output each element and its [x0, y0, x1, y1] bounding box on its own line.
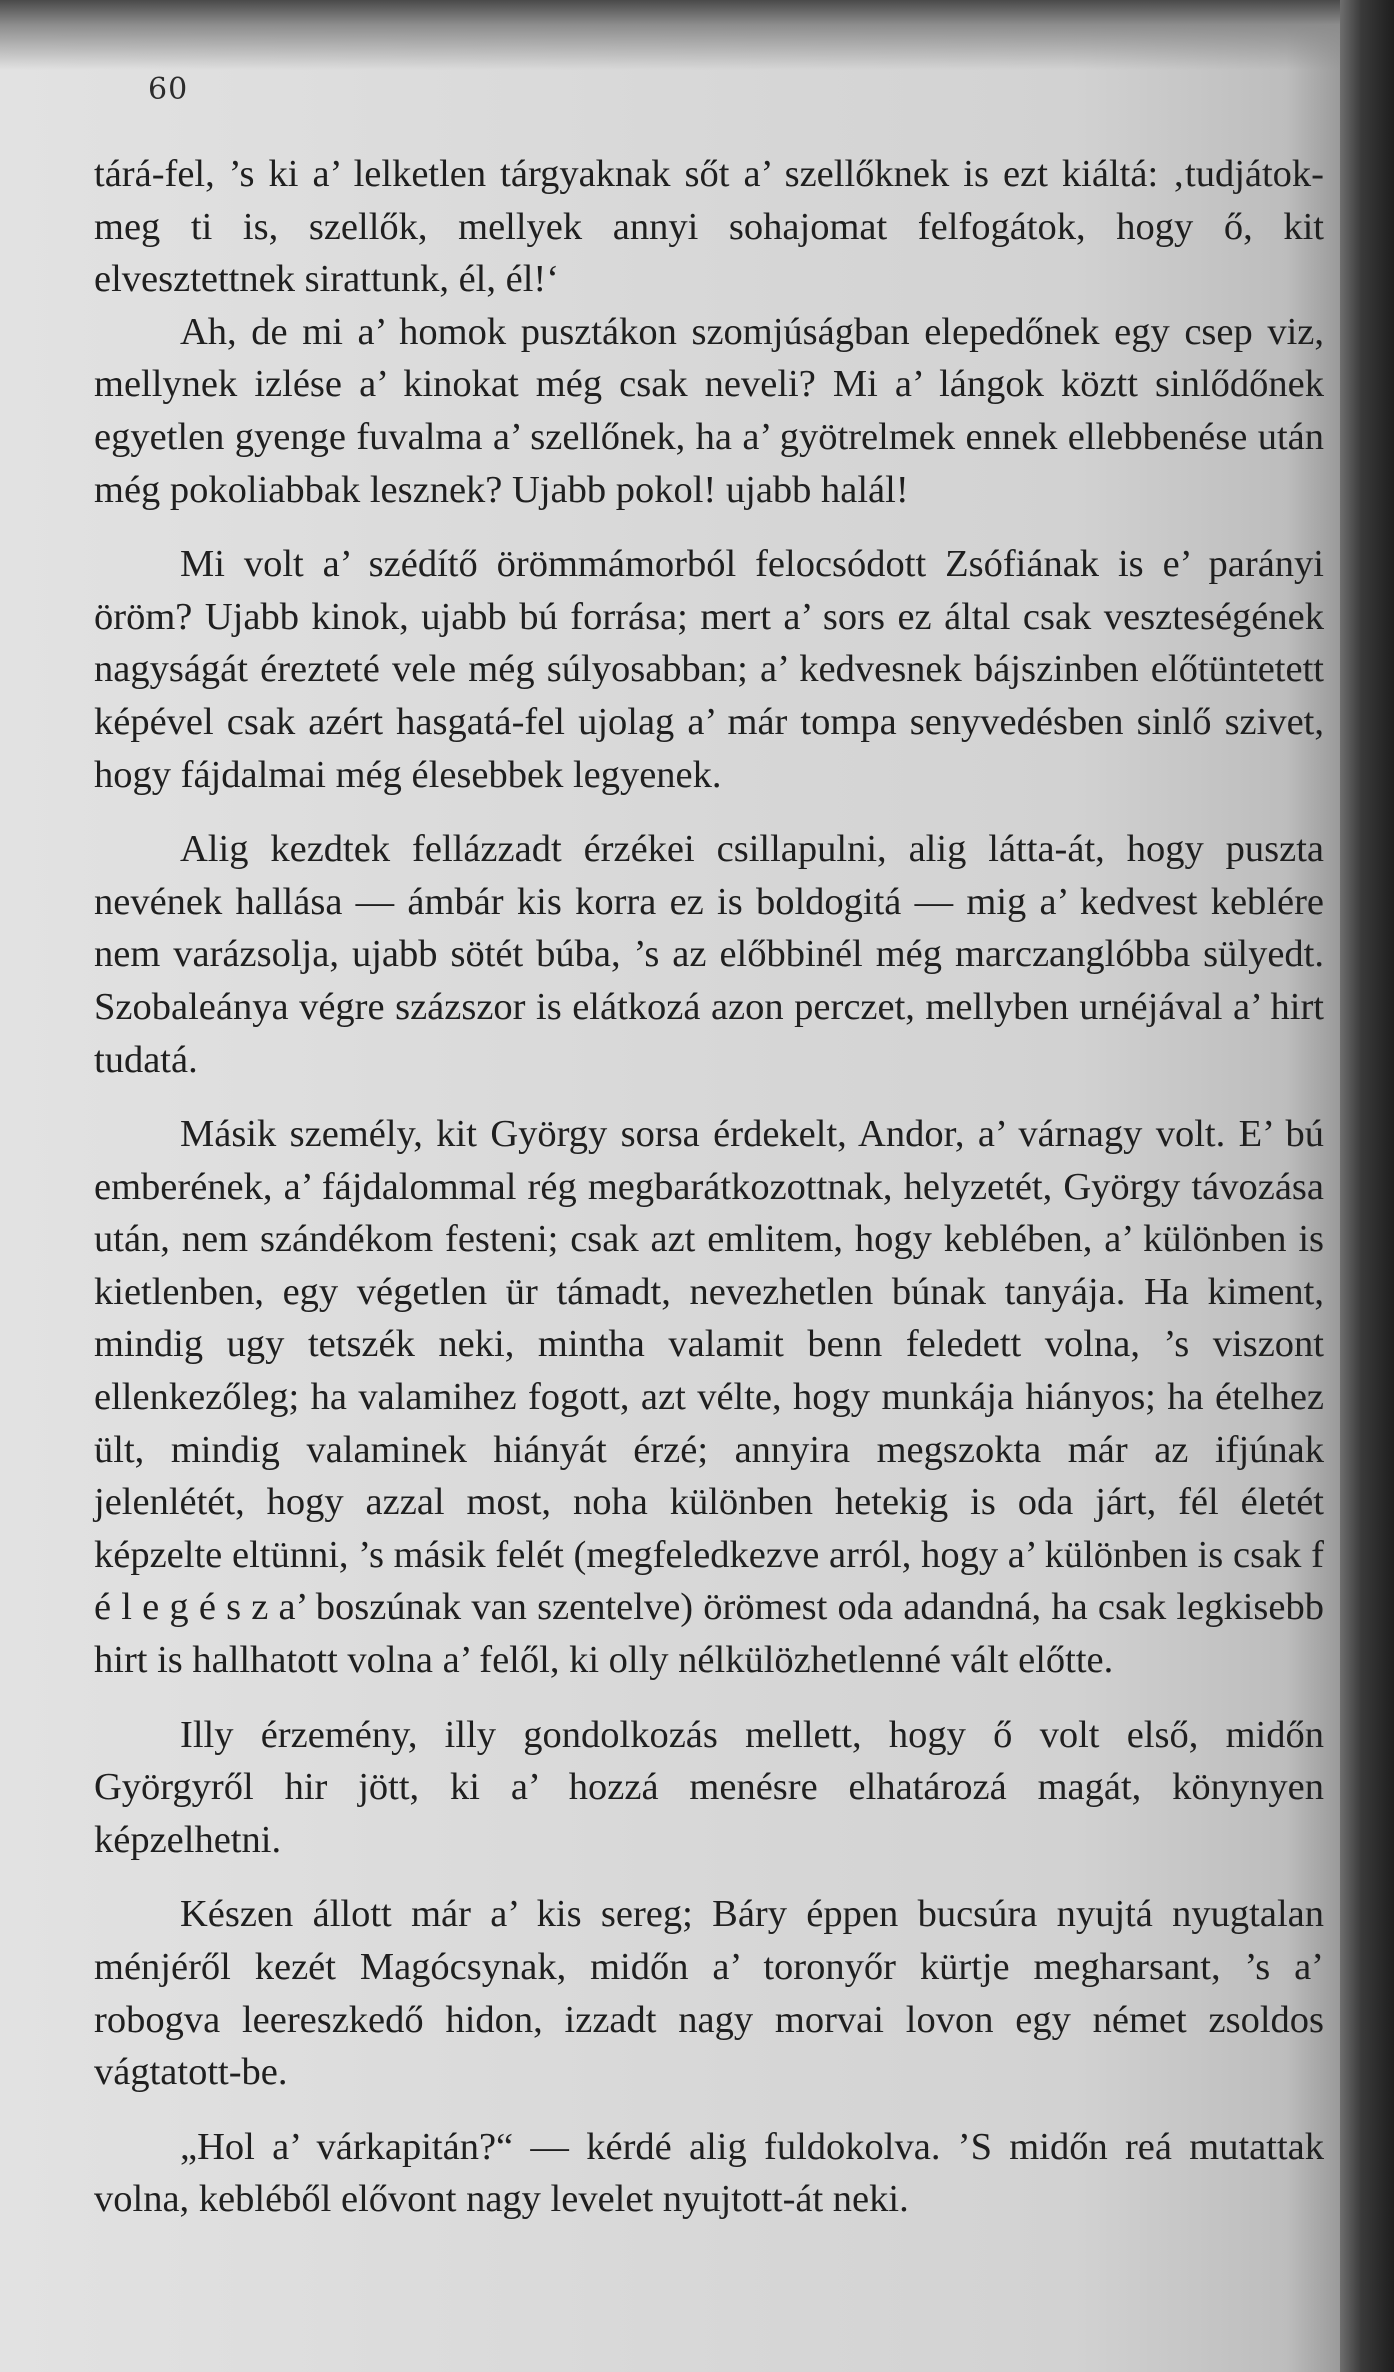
paragraph-7: Készen állott már a’ kis sereg; Báry éppen bucsúra nyujtá nyugtalan ménjéről kezét Magócsynak, midőn a’ toronyőr kürtje megharsant, ’s a’ robogva leereszkedő hidon, izzadt nagy morvai lovon egy német zsoldos vágtatott-be.: [94, 1893, 1324, 2094]
paragraph-6: Illy érzemény, illy gondolkozás mellett, hogy ő volt első, midőn Györgyről hir jött, ki a’ hozzá menésre elhatározá magát, könynyen képzelhetni.: [94, 1713, 1324, 1861]
paragraph-5: Másik személy, kit György sorsa érdekelt, Andor, a’ várnagy volt. E’ bú emberének, a’ fájdalommal rég megbarátkozottnak, helyzetét, György távozása után, nem szándékom festeni; csak azt emlitem, hogy keblében, a’ különben is kietlenben, egy végetlen ür támadt, nevezhetlen búnak tanyája. Ha kiment, mindig ugy tetszék neki, mintha valamit benn feledett volna, ’s viszont ellenkezőleg; ha valamihez fogott, azt vélte, hogy munkája hiányos; ha ételhez ült, mindig valaminek hiányát érzé; annyira megszokta már az ifjúnak jelenlétét, hogy azzal most, noha különben hetekig is oda járt, fél életét képzelte eltünni, ’s másik felét (megfeledkezve arról, hogy a’ különben is csak f é l e g é s z a’ boszúnak van szentelve) örömest oda adandná, ha csak legkisebb hirt is hallhatott volna a’ felől, ki olly nélkülözhetlenné vált előtte.: [94, 1113, 1324, 1682]
book-spine-edge: [1340, 0, 1394, 2372]
paragraph-3: Mi volt a’ szédítő örömmámorból felocsódott Zsófiának is e’ parányi öröm? Ujabb kinok, ujabb bú forrása; mert a’ sors ez által csak veszteségének nagyságát érezteté vele még súlyosabban; a’ kedvesnek bájszinben előtüntetett képével csak azért hasgatá-fel ujolag a’ már tompa senyvedésben sinlő szivet, hogy fájdalmai még élesebbek legyenek.: [94, 543, 1324, 796]
paragraph-2: Ah, de mi a’ homok pusztákon szomjúságban elepedőnek egy csep viz, mellynek izlése a’ kinokat még csak neveli? Mi a’ lángok köztt sinlődőnek egyetlen gyenge fuvalma a’ szellőnek, ha a’ gyötrelmek ennek ellebbenése után még pokoliabbak lesznek? Ujabb pokol! ujabb halál!: [94, 310, 1324, 511]
paragraph-8: „Hol a’ várkapitán?“ — kérdé alig fuldokolva. ’S midőn reá mutattak volna, kebléből elővont nagy levelet nyujtott-át neki.: [94, 2125, 1324, 2221]
page-text: [94, 148, 1324, 2226]
paragraph-4: Alig kezdtek fellázzadt érzékei csillapulni, alig látta-át, hogy puszta nevének hallása — ámbár kis korra ez is boldogitá — mig a’ kedvest keblére nem varázsolja, ujabb sötét búba, ’s az előbbinél még marczanglóbba sülyedt. Szobaleánya végre százszor is elátkozá azon perczet, mellyben urnéjával a’ hirt tudatá.: [94, 828, 1324, 1081]
page-number: 60: [148, 72, 189, 107]
paragraph-1: tárá-fel, ’s ki a’ lelketlen tárgyaknak sőt a’ szellőknek is ezt kiáltá: ‚tudjátok-meg ti is, szellők, mellyek annyi sohajomat felfogátok, hogy ő, kit elvesztettnek sirattunk, él, él!‘: [94, 153, 1324, 301]
